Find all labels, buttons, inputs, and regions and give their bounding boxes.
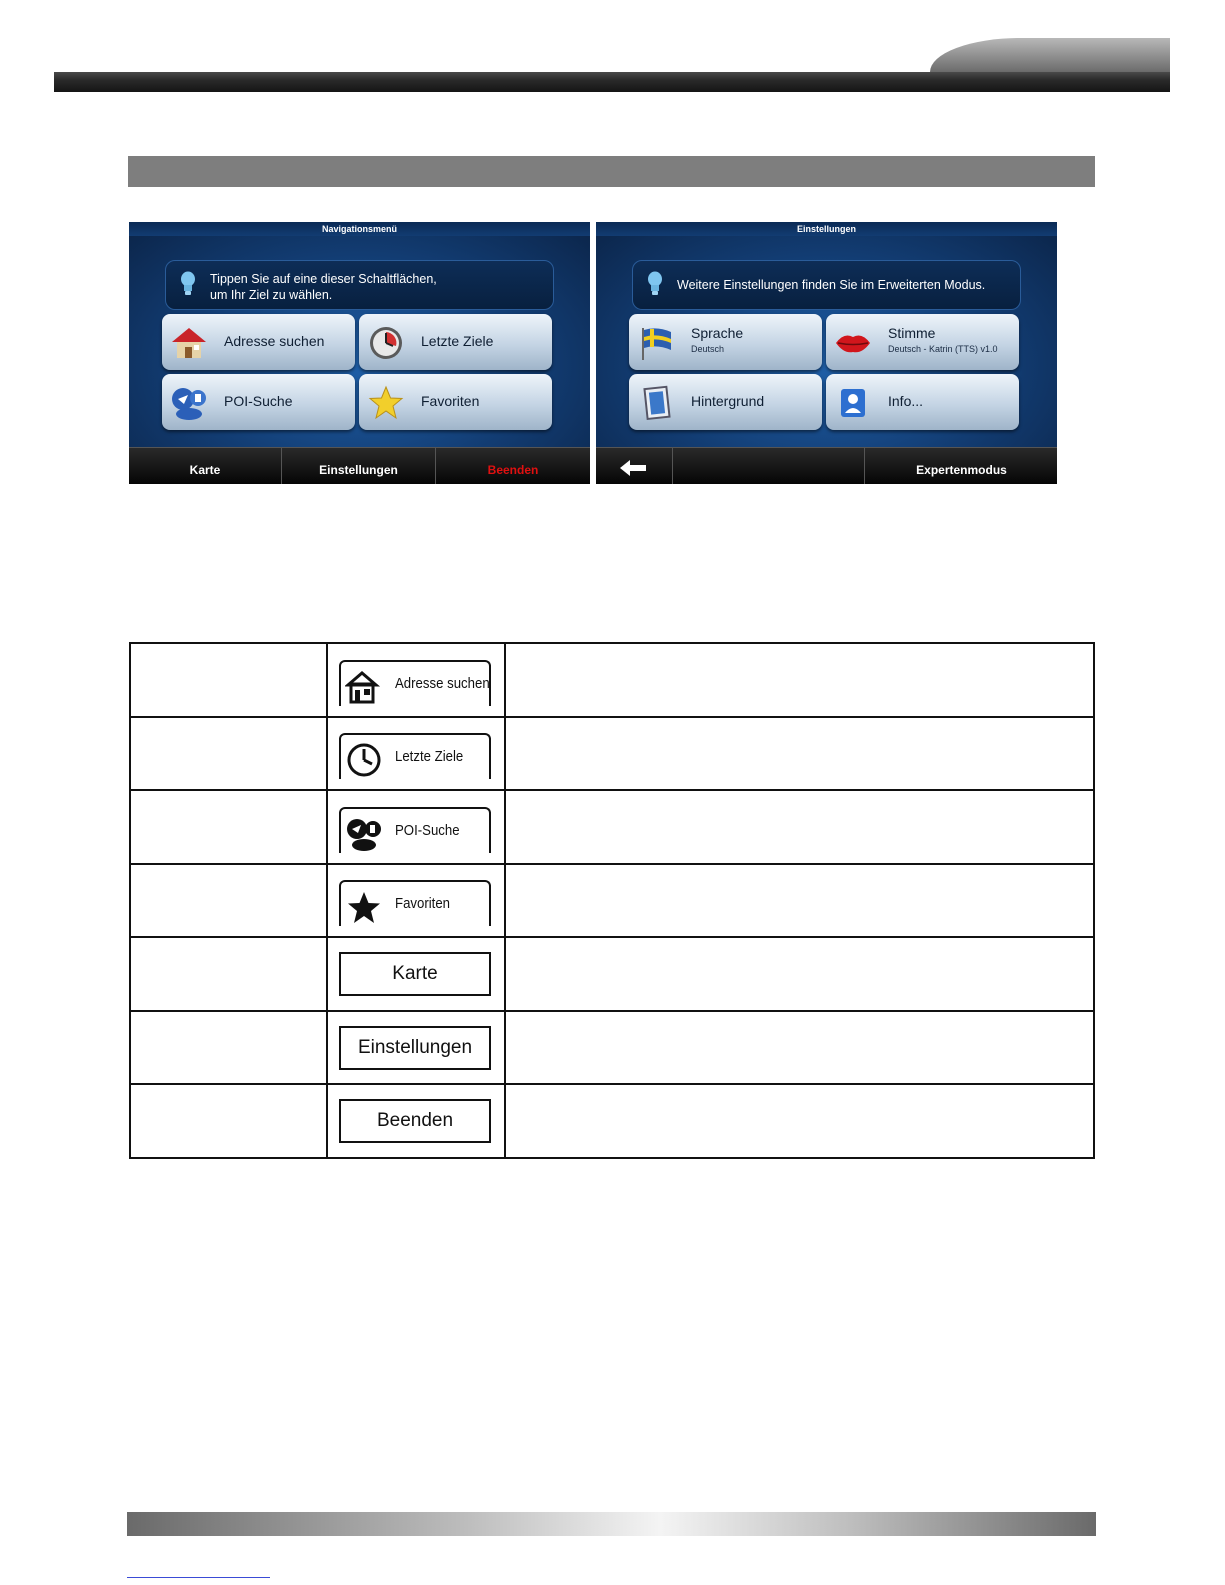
poi-search-button-illustration <box>339 807 491 853</box>
poi-search-button[interactable] <box>162 374 355 430</box>
button-label: Adresse suchen <box>395 674 490 692</box>
table-cell <box>327 1084 505 1158</box>
table-cell <box>327 937 505 1011</box>
person-icon <box>834 384 872 422</box>
button-label: Info... <box>888 393 924 409</box>
table-cell <box>505 717 1094 791</box>
table-cell <box>327 1011 505 1085</box>
map-footer-button[interactable]: Karte <box>129 448 282 484</box>
clock-icon <box>345 741 383 779</box>
button-label: Letzte Ziele <box>421 333 494 349</box>
back-button[interactable] <box>596 448 673 484</box>
hint-box <box>165 260 554 310</box>
table-cell <box>130 790 327 864</box>
star-icon <box>367 384 405 422</box>
lightbulb-icon <box>647 271 663 297</box>
screen-title: Navigationsmenü <box>129 222 590 236</box>
table-row <box>130 1084 1094 1158</box>
star-icon <box>345 888 383 926</box>
quit-button-illustration: Beenden <box>339 1099 491 1143</box>
table-cell <box>130 937 327 1011</box>
table-cell <box>130 717 327 791</box>
house-icon <box>345 668 383 706</box>
picture-icon <box>637 384 675 422</box>
button-label: Stimme <box>888 325 936 341</box>
clock-icon <box>367 324 405 362</box>
hint-line-2: um Ihr Ziel zu wählen. <box>210 288 333 302</box>
settings-screenshot <box>596 222 1057 484</box>
table-cell <box>130 643 327 717</box>
poi-icon <box>170 384 208 422</box>
table-cell <box>327 790 505 864</box>
find-address-button-illustration <box>339 660 491 706</box>
screen-footer <box>596 447 1057 484</box>
button-label: Hintergrund <box>691 393 765 409</box>
button-label: Favoriten <box>421 393 480 409</box>
voice-button[interactable] <box>826 314 1019 370</box>
flag-icon <box>637 324 675 362</box>
settings-footer-button[interactable]: Einstellungen <box>282 448 436 484</box>
info-button[interactable] <box>826 374 1019 430</box>
table-row <box>130 864 1094 938</box>
table-cell <box>327 643 505 717</box>
lips-icon <box>834 324 872 362</box>
button-sublabel: Deutsch <box>691 344 725 354</box>
lightbulb-icon <box>180 271 196 297</box>
language-button[interactable] <box>629 314 822 370</box>
expert-mode-button[interactable]: Expertenmodus <box>864 448 1057 484</box>
button-label: Favoriten <box>395 895 451 913</box>
table-cell <box>505 790 1094 864</box>
poi-icon <box>345 815 383 853</box>
table-cell <box>505 643 1094 717</box>
recent-destinations-button[interactable] <box>359 314 552 370</box>
hint-line-1: Tippen Sie auf eine dieser Schaltflächen, <box>210 272 437 286</box>
table-cell <box>130 1011 327 1085</box>
table-cell <box>327 717 505 791</box>
button-label: Adresse suchen <box>224 333 325 349</box>
arrow-left-icon <box>620 460 648 476</box>
screen-title: Einstellungen <box>596 222 1057 236</box>
recent-destinations-button-illustration <box>339 733 491 779</box>
table-row <box>130 643 1094 717</box>
header-bar <box>54 72 1170 92</box>
table-row <box>130 1011 1094 1085</box>
button-label: Sprache <box>691 325 744 341</box>
table-cell <box>505 864 1094 938</box>
table-row <box>130 937 1094 1011</box>
table-cell <box>505 1084 1094 1158</box>
hint-box <box>632 260 1021 310</box>
favorites-button[interactable] <box>359 374 552 430</box>
table-row <box>130 717 1094 791</box>
table-cell <box>505 937 1094 1011</box>
screen-footer <box>129 447 590 484</box>
button-sublabel: Deutsch - Katrin (TTS) v1.0 <box>888 344 998 354</box>
navigation-menu-screenshot <box>129 222 590 484</box>
footer-bar <box>127 1512 1096 1536</box>
settings-button-illustration: Einstellungen <box>339 1026 491 1070</box>
favorites-button-illustration <box>339 880 491 926</box>
footer-link-underline <box>127 1577 270 1578</box>
find-address-button[interactable] <box>162 314 355 370</box>
background-button[interactable] <box>629 374 822 430</box>
hint-text: Weitere Einstellungen finden Sie im Erweiterten Modus. <box>677 278 986 292</box>
quit-footer-button[interactable]: Beenden <box>487 463 539 477</box>
house-icon <box>170 324 208 362</box>
table-cell <box>327 864 505 938</box>
table-cell <box>130 1084 327 1158</box>
map-button-illustration: Karte <box>339 952 491 996</box>
table-cell <box>505 1011 1094 1085</box>
table-cell <box>130 864 327 938</box>
section-heading-bar <box>128 156 1095 187</box>
table-row <box>130 790 1094 864</box>
button-label: Letzte Ziele <box>395 748 464 766</box>
button-label: POI-Suche <box>395 821 460 839</box>
button-label: POI-Suche <box>224 393 293 409</box>
button-reference-table <box>129 642 1095 1159</box>
